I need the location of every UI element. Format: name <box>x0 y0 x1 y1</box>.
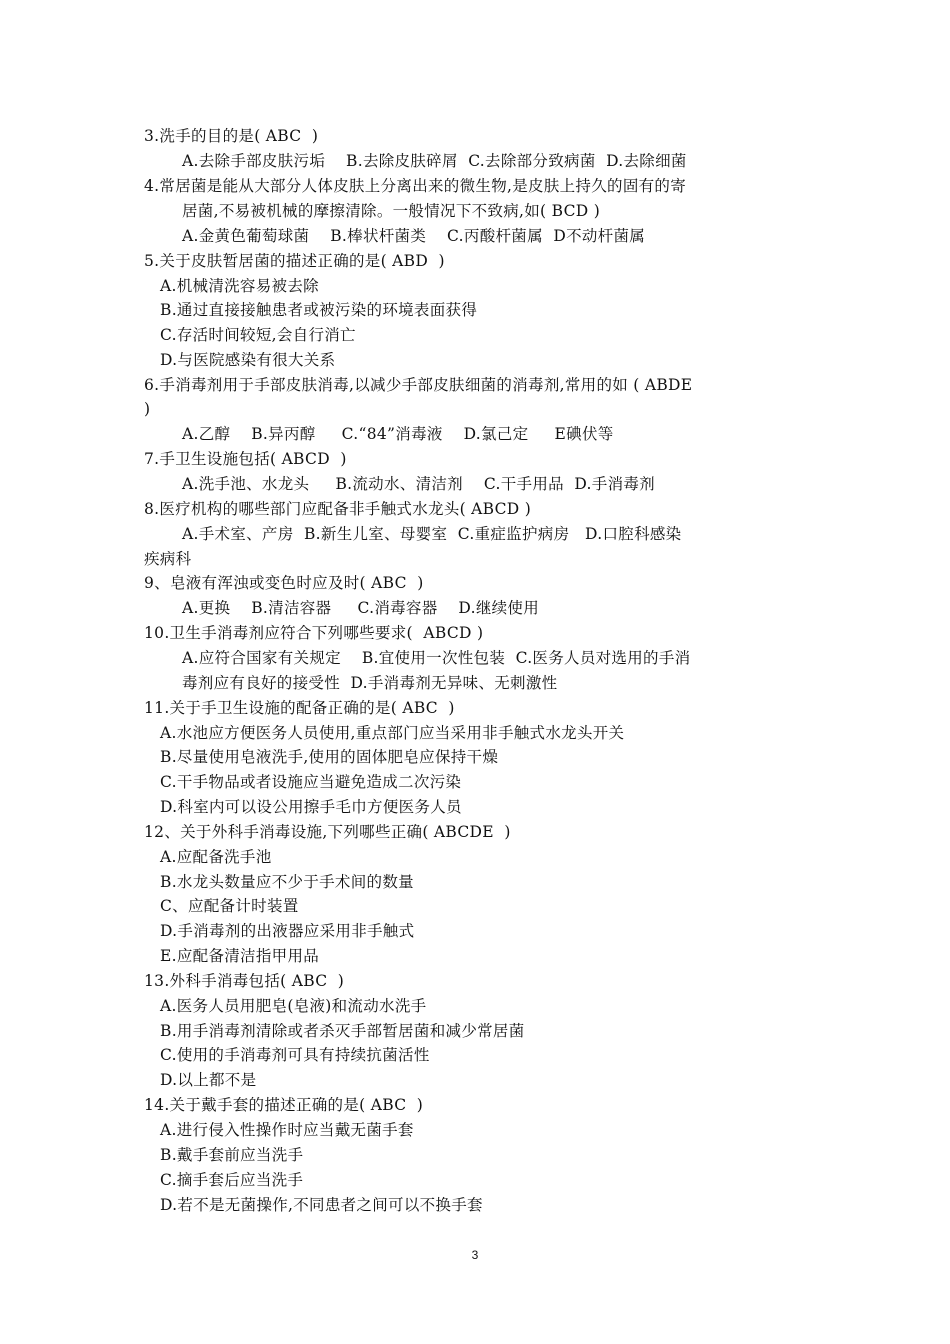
text-line: 疾病科 <box>144 550 192 568</box>
text-line: A.应配备洗手池 <box>160 848 272 866</box>
text-line: 7.手卫生设施包括( ABCD ) <box>144 450 347 468</box>
text-line: A.医务人员用肥皂(皂液)和流动水洗手 <box>160 997 427 1015</box>
text-line: E.应配备清洁指甲用品 <box>160 947 320 965</box>
text-line: 11.关于手卫生设施的配备正确的是( ABC ) <box>144 699 455 717</box>
text-line: A.水池应方便医务人员使用,重点部门应当采用非手触式水龙头开关 <box>160 724 625 742</box>
text-line: A.机械清洗容易被去除 <box>160 277 319 295</box>
text-line: C.摘手套后应当洗手 <box>160 1171 304 1189</box>
text-line: 5.关于皮肤暂居菌的描述正确的是( ABD ) <box>144 252 445 270</box>
text-line: A.洗手池、水龙头 B.流动水、清洁剂 C.干手用品 D.手消毒剂 <box>182 475 655 493</box>
text-line: 3.洗手的目的是( ABC ) <box>144 127 319 145</box>
text-line: D.以上都不是 <box>160 1071 257 1089</box>
text-line: B.戴手套前应当洗手 <box>160 1146 304 1164</box>
text-line: B.尽量使用皂液洗手,使用的固体肥皂应保持干燥 <box>160 748 499 766</box>
page-number: 3 <box>471 1248 479 1262</box>
text-line: D.手消毒剂的出液器应采用非手触式 <box>160 922 415 940</box>
text-line: C.存活时间较短,会自行消亡 <box>160 326 356 344</box>
text-line: 居菌,不易被机械的摩擦清除。一般情况下不致病,如( BCD ) <box>182 202 601 220</box>
text-line: 12、关于外科手消毒设施,下列哪些正确( ABCDE ) <box>144 823 511 841</box>
text-line: 毒剂应有良好的接受性 D.手消毒剂无异味、无刺激性 <box>182 674 558 692</box>
text-line: D.若不是无菌操作,不同患者之间可以不换手套 <box>160 1196 483 1214</box>
text-line: 10.卫生手消毒剂应符合下列哪些要求( ABCD ) <box>144 624 484 642</box>
text-line: B.用手消毒剂清除或者杀灭手部暂居菌和减少常居菌 <box>160 1022 525 1040</box>
text-line: C.使用的手消毒剂可具有持续抗菌活性 <box>160 1046 430 1064</box>
text-line: B.通过直接接触患者或被污染的环境表面获得 <box>160 301 478 319</box>
text-line: A.金黄色葡萄球菌 B.棒状杆菌类 C.丙酸杆菌属 D不动杆菌属 <box>182 227 646 245</box>
text-line: D.科室内可以设公用擦手毛巾方便医务人员 <box>160 798 462 816</box>
text-line: D.与医院感染有很大关系 <box>160 351 336 369</box>
text-line: A.更换 B.清洁容器 C.消毒容器 D.继续使用 <box>182 599 540 617</box>
text-line: 14.关于戴手套的描述正确的是( ABC ) <box>144 1096 424 1114</box>
text-line: A.去除手部皮肤污垢 B.去除皮肤碎屑 C.去除部分致病菌 D.去除细菌 <box>182 152 687 170</box>
text-line: A.应符合国家有关规定 B.宜使用一次性包装 C.医务人员对选用的手消 <box>182 649 691 667</box>
text-line: C、应配备计时装置 <box>160 897 299 915</box>
text-line: B.水龙头数量应不少于手术间的数量 <box>160 873 414 891</box>
text-line: C.干手物品或者设施应当避免造成二次污染 <box>160 773 462 791</box>
text-line: 4.常居菌是能从大部分人体皮肤上分离出来的微生物,是皮肤上持久的固有的寄 <box>144 177 687 195</box>
text-line: 9、皂液有浑浊或变色时应及时( ABC ) <box>144 574 424 592</box>
text-line: 13.外科手消毒包括( ABC ) <box>144 972 345 990</box>
text-line: 8.医疗机构的哪些部门应配备非手触式水龙头( ABCD ) <box>144 500 532 518</box>
text-line: ) <box>144 400 151 418</box>
text-line: A.手术室、产房 B.新生儿室、母婴室 C.重症监护病房 D.口腔科感染 <box>182 525 682 543</box>
text-line: A.乙醇 B.异丙醇 C.“84”消毒液 D.氯己定 E碘伏等 <box>182 425 614 443</box>
text-line: 6.手消毒剂用于手部皮肤消毒,以减少手部皮肤细菌的消毒剂,常用的如 ( ABDE <box>144 376 693 394</box>
text-line: A.进行侵入性操作时应当戴无菌手套 <box>160 1121 414 1139</box>
